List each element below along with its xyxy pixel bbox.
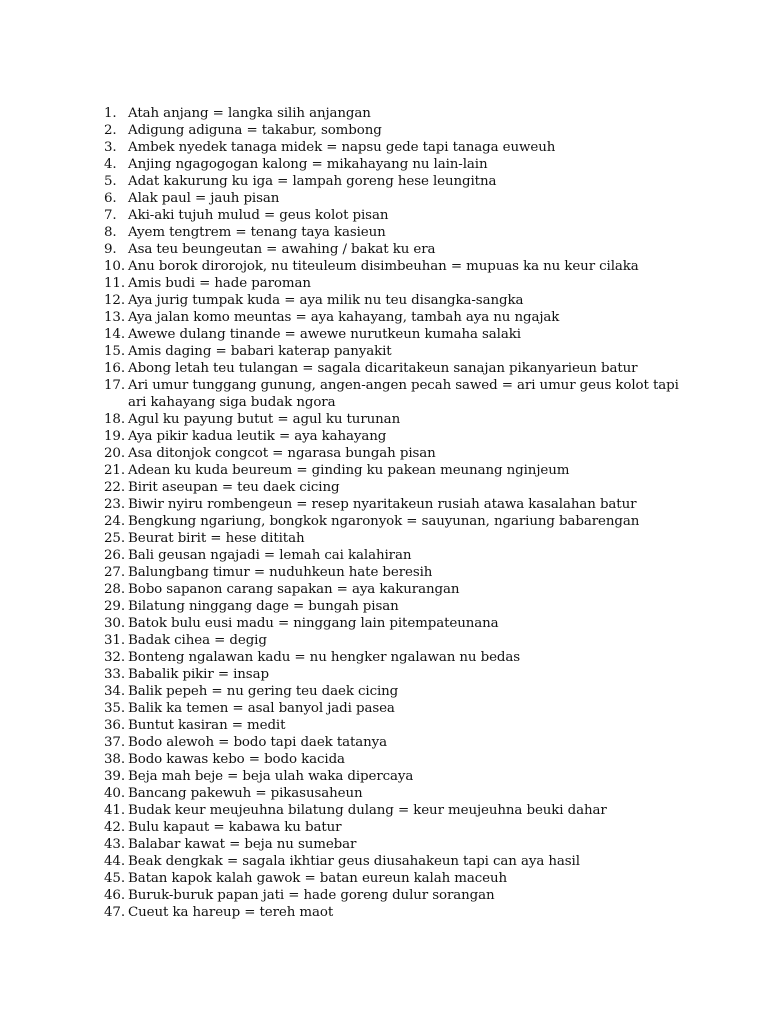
list-item-number: 11.: [104, 276, 125, 291]
list-item-text: Batok bulu eusi madu = ninggang lain pitempateunana: [128, 616, 499, 631]
list-item-text: Cueut ka hareup = tereh maot: [128, 905, 334, 920]
list-item-text: Bali geusan ngajadi = lemah cai kalahiran: [128, 548, 412, 563]
list-item: [0, 326, 688, 343]
list-item: [0, 122, 688, 139]
list-item-text: Ambek nyedek tanaga midek = napsu gede tapi tanaga euweuh: [128, 140, 556, 155]
list-item: [0, 819, 688, 836]
list-item: [0, 887, 688, 904]
list-item: [0, 870, 688, 887]
list-item-text: Anjing ngagogogan kalong = mikahayang nu lain-lain: [128, 157, 488, 172]
list-item: [0, 462, 688, 479]
list-item-text: Anu borok dirorojok, nu titeuleum disimbeuhan = mupuas ka nu keur cilaka: [128, 259, 639, 274]
list-item-number: 43.: [104, 837, 125, 852]
list-item: [0, 139, 688, 156]
list-item-text: Bancang pakewuh = pikasusaheun: [128, 786, 363, 801]
list-item-number: 25.: [104, 531, 125, 546]
list-item-text: Aya jurig tumpak kuda = aya milik nu teu disangka-sangka: [128, 293, 524, 308]
list-item-text: Balungbang timur = nuduhkeun hate beresih: [128, 565, 433, 580]
list-item-number: 3.: [104, 140, 117, 155]
list-item-number: 21.: [104, 463, 125, 478]
list-item-number: 2.: [104, 123, 117, 138]
list-item-number: 15.: [104, 344, 125, 359]
list-item-number: 18.: [104, 412, 125, 427]
list-item-text: Badak cihea = degig: [128, 633, 267, 648]
list-item-text: Adigung adiguna = takabur, sombong: [128, 123, 382, 138]
list-item: [0, 377, 688, 411]
list-item-text: Adat kakurung ku iga = lampah goreng hese leungitna: [128, 174, 497, 189]
list-item: [0, 836, 688, 853]
list-item: [0, 428, 688, 445]
list-item: [0, 275, 688, 292]
list-item-text: Bodo kawas kebo = bodo kacida: [128, 752, 345, 767]
list-item: [0, 904, 688, 921]
list-item-text: Bulu kapaut = kabawa ku batur: [128, 820, 342, 835]
list-item-text: Beja mah beje = beja ulah waka dipercaya: [128, 769, 414, 784]
list-item: [0, 343, 688, 360]
list-item: [0, 292, 688, 309]
list-item: [0, 751, 688, 768]
list-item: [0, 224, 688, 241]
list-item-number: 26.: [104, 548, 125, 563]
list-item-number: 27.: [104, 565, 125, 580]
list-item-number: 30.: [104, 616, 125, 631]
list-item: [0, 360, 688, 377]
list-item-text: Bobo sapanon carang sapakan = aya kakurangan: [128, 582, 460, 597]
list-item-text: Buruk-buruk papan jati = hade goreng dulur sorangan: [128, 888, 495, 903]
list-item: [0, 496, 688, 513]
list-item-number: 32.: [104, 650, 125, 665]
list-item: [0, 649, 688, 666]
list-item-text: Asa ditonjok congcot = ngarasa bungah pisan: [128, 446, 436, 461]
list-item-text: Balik pepeh = nu gering teu daek cicing: [128, 684, 399, 699]
list-item: [0, 445, 688, 462]
list-item-number: 47.: [104, 905, 125, 920]
list-item-number: 9.: [104, 242, 117, 257]
list-item-number: 37.: [104, 735, 125, 750]
list-item: [0, 615, 688, 632]
list-item-number: 23.: [104, 497, 125, 512]
list-item-text: Aya pikir kadua leutik = aya kahayang: [128, 429, 387, 444]
list-item: [0, 105, 688, 122]
list-item-text: Bodo alewoh = bodo tapi daek tatanya: [128, 735, 388, 750]
list-item-number: 8.: [104, 225, 117, 240]
list-item-text: Ayem tengtrem = tenang taya kasieun: [128, 225, 386, 240]
list-item-text: Bilatung ninggang dage = bungah pisan: [128, 599, 399, 614]
list-item: [0, 564, 688, 581]
list-item-number: 6.: [104, 191, 117, 206]
list-item-text: Atah anjang = langka silih anjangan: [128, 106, 371, 121]
list-item-text: Bonteng ngalawan kadu = nu hengker ngalawan nu bedas: [128, 650, 521, 665]
list-item-number: 16.: [104, 361, 125, 376]
list-item-number: 31.: [104, 633, 125, 648]
list-item-number: 35.: [104, 701, 125, 716]
list-item-number: 41.: [104, 803, 125, 818]
list-item-text: Balik ka temen = asal banyol jadi pasea: [128, 701, 395, 716]
list-item: [0, 734, 688, 751]
list-item-text: Buntut kasiran = medit: [128, 718, 286, 733]
list-item: [0, 853, 688, 870]
document-page: [0, 105, 768, 921]
list-item-text: Budak keur meujeuhna bilatung dulang = keur meujeuhna beuki dahar: [128, 803, 607, 818]
list-item-text: Beurat birit = hese dititah: [128, 531, 305, 546]
proverb-list: [0, 105, 768, 921]
list-item-number: 40.: [104, 786, 125, 801]
list-item: [0, 547, 688, 564]
list-item: [0, 309, 688, 326]
list-item-text: Batan kapok kalah gawok = batan eureun kalah maceuh: [128, 871, 508, 886]
list-item: [0, 207, 688, 224]
list-item-number: 36.: [104, 718, 125, 733]
list-item: [0, 785, 688, 802]
list-item-text: Bengkung ngariung, bongkok ngaronyok = sauyunan, ngariung babarengan: [128, 514, 640, 529]
list-item-text: Ari umur tunggang gunung, angen-angen pecah sawed = ari umur geus kolot tapi ari kahayang siga budak ngora: [128, 378, 679, 410]
list-item: [0, 530, 688, 547]
list-item: [0, 683, 688, 700]
list-item: [0, 411, 688, 428]
list-item-number: 1.: [104, 106, 117, 121]
list-item: [0, 581, 688, 598]
list-item-number: 14.: [104, 327, 125, 342]
list-item-text: Abong letah teu tulangan = sagala dicaritakeun sanajan pikanyarieun batur: [128, 361, 638, 376]
list-item-number: 10.: [104, 259, 125, 274]
list-item-number: 4.: [104, 157, 117, 172]
list-item-number: 7.: [104, 208, 117, 223]
list-item-text: Aya jalan komo meuntas = aya kahayang, tambah aya nu ngajak: [128, 310, 560, 325]
list-item-text: Biwir nyiru rombengeun = resep nyaritakeun rusiah atawa kasalahan batur: [128, 497, 637, 512]
list-item-number: 29.: [104, 599, 125, 614]
list-item-text: Aki-aki tujuh mulud = geus kolot pisan: [128, 208, 389, 223]
list-item-number: 39.: [104, 769, 125, 784]
list-item-text: Adean ku kuda beureum = ginding ku pakean meunang nginjeum: [128, 463, 570, 478]
list-item-number: 34.: [104, 684, 125, 699]
list-item-number: 45.: [104, 871, 125, 886]
list-item: [0, 768, 688, 785]
list-item: [0, 513, 688, 530]
list-item-number: 22.: [104, 480, 125, 495]
list-item-text: Asa teu beungeutan = awahing / bakat ku era: [128, 242, 436, 257]
list-item-number: 20.: [104, 446, 125, 461]
list-item-text: Amis budi = hade paroman: [128, 276, 311, 291]
list-item-text: Amis daging = babari katerap panyakit: [128, 344, 392, 359]
list-item-number: 44.: [104, 854, 125, 869]
list-item-number: 46.: [104, 888, 125, 903]
list-item: [0, 190, 688, 207]
list-item-text: Birit aseupan = teu daek cicing: [128, 480, 340, 495]
list-item-number: 5.: [104, 174, 117, 189]
list-item: [0, 632, 688, 649]
list-item: [0, 241, 688, 258]
list-item-number: 13.: [104, 310, 125, 325]
list-item-number: 24.: [104, 514, 125, 529]
list-item: [0, 156, 688, 173]
list-item: [0, 258, 688, 275]
list-item-number: 42.: [104, 820, 125, 835]
list-item-number: 19.: [104, 429, 125, 444]
list-item-number: 38.: [104, 752, 125, 767]
list-item: [0, 717, 688, 734]
list-item-text: Awewe dulang tinande = awewe nurutkeun kumaha salaki: [128, 327, 521, 342]
list-item-number: 33.: [104, 667, 125, 682]
list-item: [0, 700, 688, 717]
list-item: [0, 598, 688, 615]
list-item-text: Alak paul = jauh pisan: [128, 191, 280, 206]
list-item: [0, 173, 688, 190]
list-item-text: Balabar kawat = beja nu sumebar: [128, 837, 357, 852]
list-item: [0, 802, 688, 819]
list-item-number: 12.: [104, 293, 125, 308]
list-item: [0, 479, 688, 496]
list-item-number: 28.: [104, 582, 125, 597]
list-item: [0, 666, 688, 683]
list-item-number: 17.: [104, 378, 125, 393]
list-item-text: Beak dengkak = sagala ikhtiar geus diusahakeun tapi can aya hasil: [128, 854, 580, 869]
list-item-text: Babalik pikir = insap: [128, 667, 269, 682]
list-item-text: Agul ku payung butut = agul ku turunan: [128, 412, 401, 427]
